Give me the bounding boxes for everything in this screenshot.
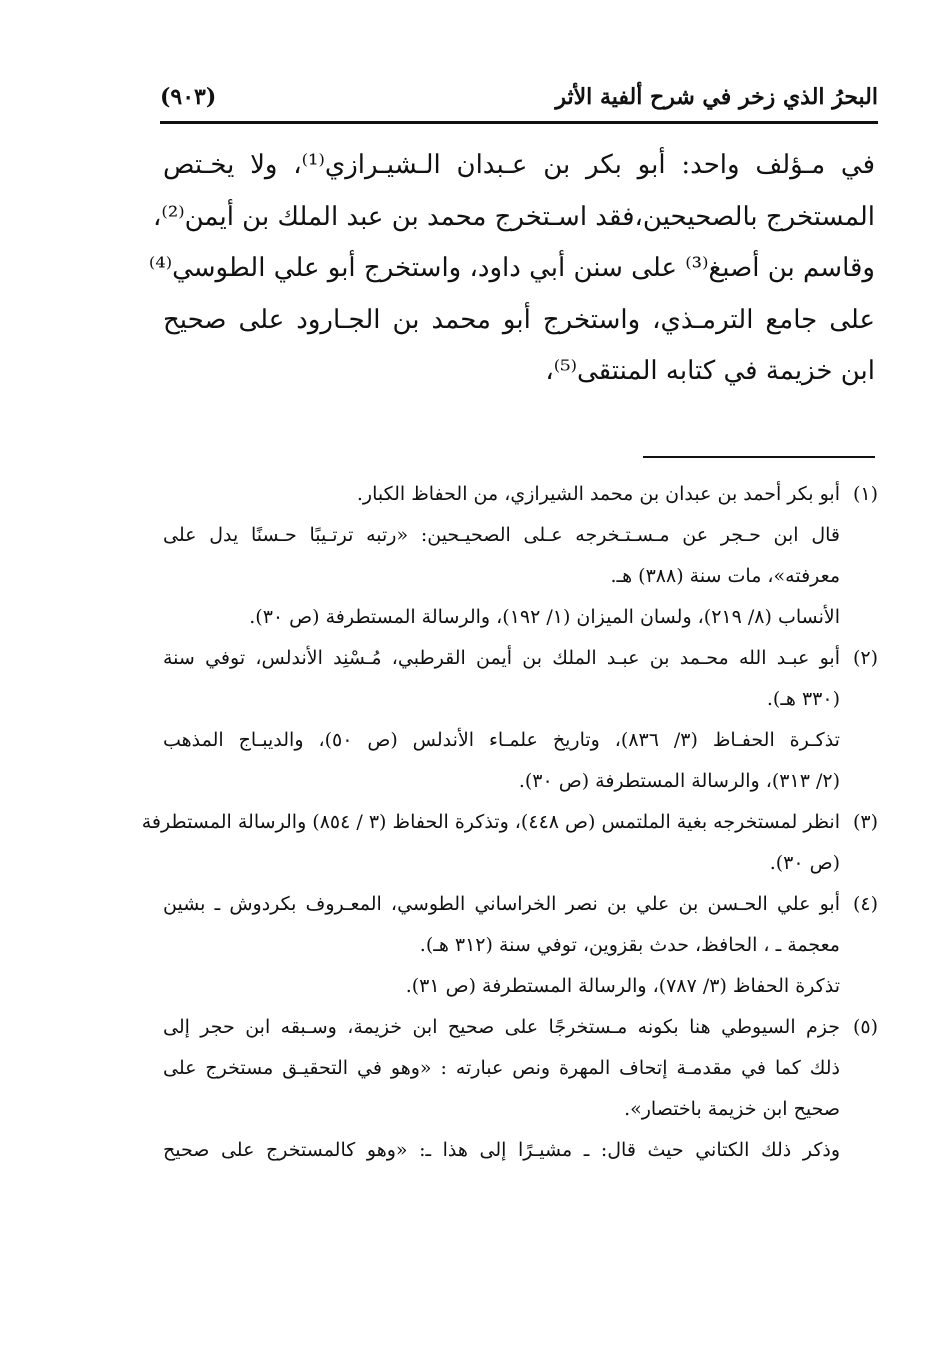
main-line: ابن خزيمة في كتابه المنتقى⁽⁵⁾، bbox=[545, 356, 875, 386]
footnote-line: (٣٣٠ هـ). bbox=[766, 688, 840, 710]
footnote-line: صحيح ابن خزيمة باختصار». bbox=[624, 1098, 840, 1120]
footnote-line: أبو بكر أحمد بن عبدان بن محمد الشيرازي، من الحفاظ الكبار. bbox=[356, 483, 840, 505]
footnote-line: تذكرة الحفاظ (٣/ ٧٨٧)، والرسالة المستطرفة (ص ٣١). bbox=[405, 975, 840, 997]
footnote-line: معرفته»، مات سنة (٣٨٨) هـ. bbox=[610, 565, 840, 587]
main-line: وقاسم بن أصبغ⁽³⁾ على سنن أبي داود، واستخرج أبو علي الطوسي⁽⁴⁾ bbox=[148, 253, 875, 283]
footnote-line: قال ابن حـجر عن مـسـتـخرجه عـلى الصحيـحين: «رتبه ترتـيبًا حـسنًا يدل على bbox=[163, 524, 840, 546]
footnote-line: أبو عبـد الله محـمد بن عبـد الملك بن أيمن القرطبي، مُـسْنِد الأندلس، توفي سنة bbox=[163, 647, 840, 669]
footnote-number: (٥) bbox=[852, 1016, 878, 1038]
footnote-number: (٣) bbox=[852, 811, 878, 833]
footnote-line: وذكر ذلك الكتاني حيث قال: ـ مشيـرًا إلى هذا ـ: «وهو كالمستخرج على صحيح bbox=[163, 1139, 840, 1161]
footnote-line: معجمة ـ ، الحافظ، حدث بقزوين، توفي سنة (٣١٢ هـ). bbox=[419, 934, 840, 956]
footnote-line: الأنساب (٨/ ٢١٩)، ولسان الميزان (١/ ١٩٢)، والرسالة المستطرفة (ص ٣٠). bbox=[249, 606, 840, 628]
page-header bbox=[160, 78, 878, 122]
footnote-line: (٢/ ٣١٣)، والرسالة المستطرفة (ص ٣٠). bbox=[518, 770, 840, 792]
footnote-line: (ص ٣٠). bbox=[769, 852, 840, 874]
main-paragraph bbox=[148, 140, 875, 398]
footnote-2 bbox=[163, 638, 878, 802]
footnote-number: (٢) bbox=[852, 647, 878, 669]
main-line: على جامع الترمـذي، واستخرج أبو محمد بن الجـارود على صحيح bbox=[163, 304, 875, 335]
main-line: المستخرج بالصحيحين،فقد اسـتخرج محمد بن عبد الملك بن أيمن⁽²⁾، bbox=[153, 201, 875, 232]
footnote-5 bbox=[163, 1007, 878, 1171]
footnote-number: (١) bbox=[852, 483, 878, 505]
footnote-line: أبو علي الحـسن بن علي بن نصر الخراساني الطوسي، المعـروف بكردوش ـ بشين bbox=[163, 893, 840, 915]
footnote-number: (٤) bbox=[852, 893, 878, 915]
footnote-line: تذكـرة الحفـاظ (٣/ ٨٣٦)، وتاريخ علمـاء الأندلس (ص ٥٠)، والديبـاج المذهب bbox=[163, 729, 840, 751]
footnote-1 bbox=[163, 474, 878, 638]
running-title: البحرُ الذي زخر في شرح ألفية الأثر bbox=[555, 84, 878, 110]
footnote-4 bbox=[163, 884, 878, 1007]
footnote-line: جزم السيوطي هنا بكونه مـستخرجًا على صحيح ابن خزيمة، وسـبقه ابن حجر إلى bbox=[163, 1016, 840, 1038]
main-line: في مـؤلف واحد: أبو بكر بن عـبدان الـشيـرازي⁽¹⁾، ولا يخـتص bbox=[163, 150, 875, 180]
main-text bbox=[148, 140, 875, 398]
footnote-line: انظر لمستخرجه بغية الملتمس (ص ٤٤٨)، وتذكرة الحفاظ (٣ / ٨٥٤) والرسالة المستطرفة bbox=[141, 811, 840, 833]
footnote-separator bbox=[643, 456, 875, 458]
footnote-line: ذلك كما في مقدمـة إتحاف المهرة ونص عبارته : «وهو في التحقيـق مستخرج على bbox=[163, 1057, 840, 1079]
header-rule bbox=[160, 121, 878, 124]
footnote-3 bbox=[141, 802, 878, 884]
footnotes bbox=[141, 474, 878, 1171]
page-number: (٩٠٣) bbox=[160, 84, 217, 110]
